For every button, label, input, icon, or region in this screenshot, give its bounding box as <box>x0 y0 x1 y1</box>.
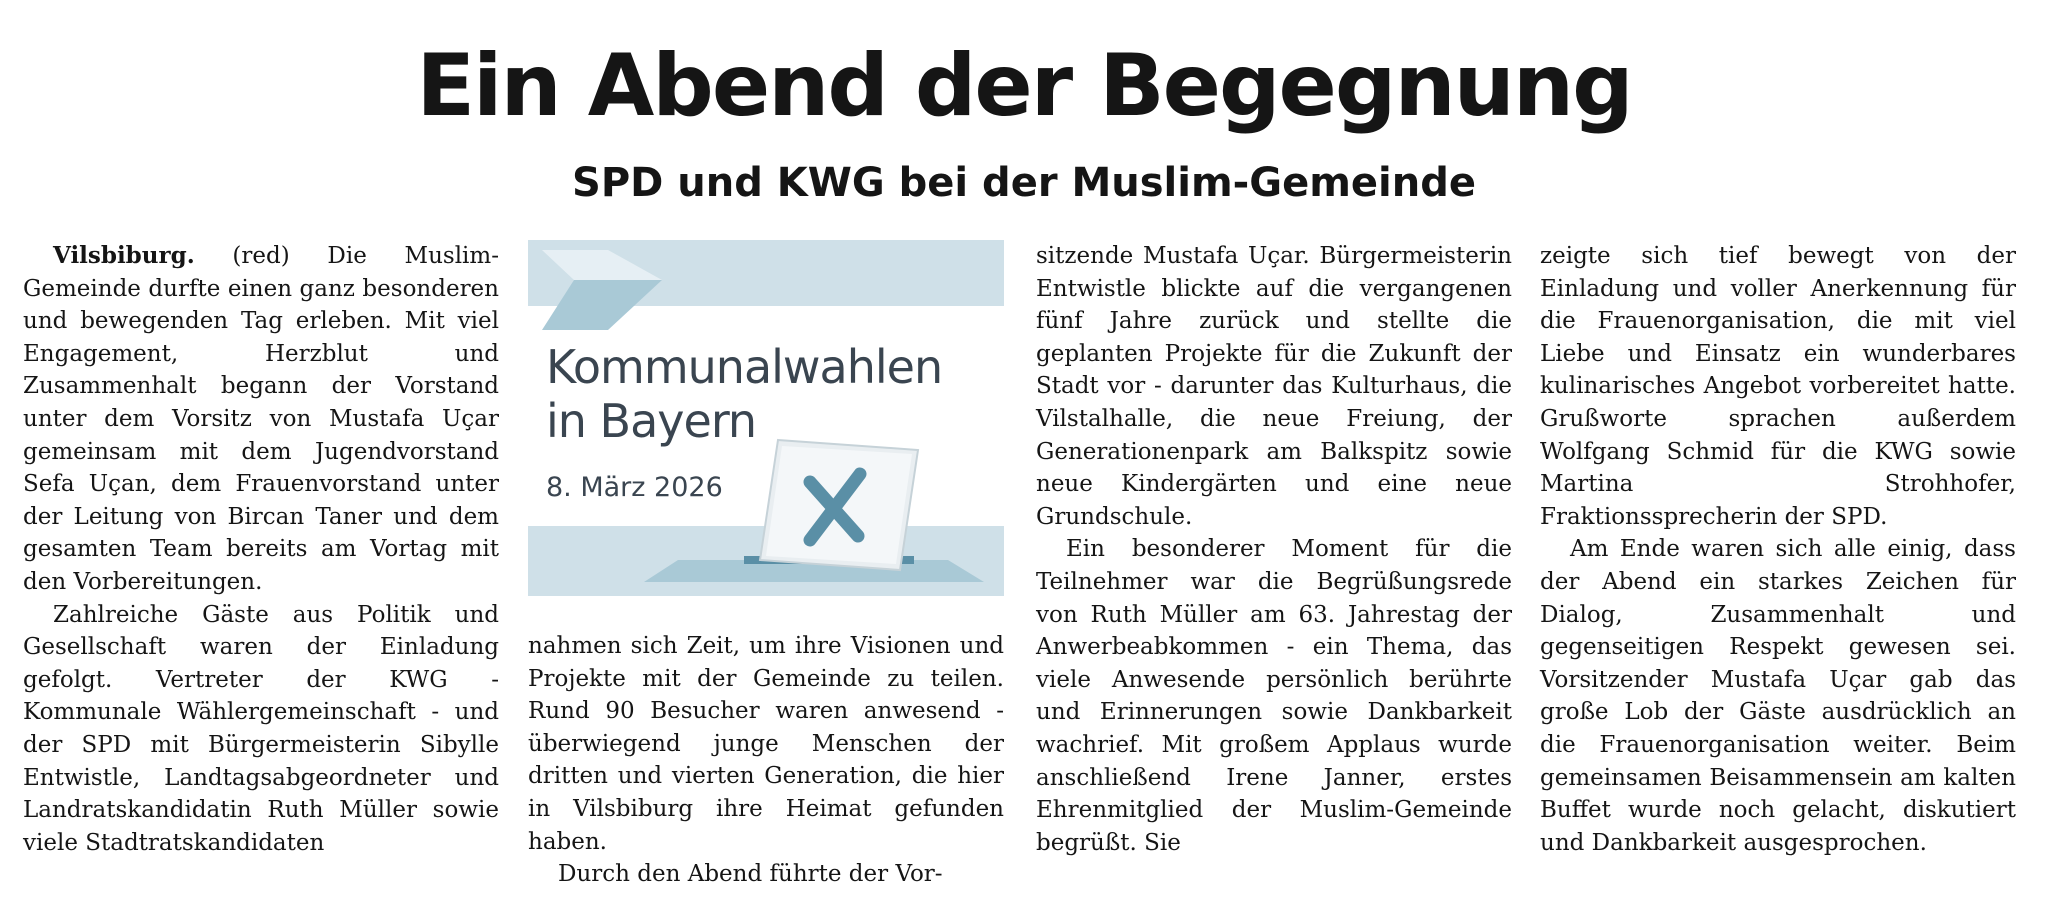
paragraph <box>23 240 499 599</box>
election-graphic <box>528 240 1004 596</box>
article-column-2 <box>528 630 1004 891</box>
paragraph-text: (red) Die Muslim-Gemeinde durfte einen ganz besonderen und bewegenden Tag erleben. Mit viel Engagement, Herzblut und Zusammenhalt begann der Vorstand unter dem Vorsitz von Mustafa Uçar gemeinsam mit dem Jugendvorstand Sefa Uçan, dem Frauenvorstand unter der Leitung von Bircan Taner und dem gesamten Team bereits am Vortag mit den Vorbereitungen. <box>23 243 499 595</box>
ballot-box-icon <box>760 440 918 570</box>
paragraph: Am Ende waren sich alle einig, dass der Abend ein starkes Zeichen für Dialog, Zusammenhalt und gegenseitigen Respekt gewesen sei. Vorsitzender Mustafa Uçar gab das große Lob der Gäste ausdrücklich an die Frauenorganisation weiter. Beim gemeinsamen Beisammensein am kalten Buffet wurde noch gelacht, diskutiert und Dankbarkeit ausgesprochen. <box>1540 536 2016 856</box>
article-column-4 <box>1540 240 2016 859</box>
graphic-title-line: in Bayern <box>546 394 757 448</box>
graphic-title <box>546 340 942 448</box>
article-column-3 <box>1036 240 1512 859</box>
paragraph: Durch den Abend führte der Vor- <box>558 861 943 888</box>
article-headline: Ein Abend der Begegnung <box>416 36 1632 136</box>
paragraph: Ein besonderer Moment für die Teilnehmer war die Begrüßungsrede von Ruth Müller am 63. Jahrestag der Anwerbeabkommen - ein Thema, das viele Anwesende persönlich berührte und Erinnerungen sowie Dankbarkeit wachrief. Mit großem Applaus wurde anschließend Irene Janner, erstes Ehrenmitglied der Muslim-Gemeinde begrüßt. Sie <box>1036 536 1512 856</box>
graphic-date: 8. März 2026 <box>546 472 723 503</box>
dateline: Vilsbiburg. <box>53 242 195 269</box>
paragraph: sitzende Mustafa Uçar. Bürgermeisterin Entwistle blickte auf die vergangenen fünf Jahre zurück und stellte die geplanten Projekte für die Zukunft der Stadt vor - darunter das Kulturhaus, die Vilstalhalle, die neue Freiung, der Generationenpark am Balkspitz sowie neue Kindergärten und eine neue Grundschule. <box>1036 243 1512 530</box>
article-subheadline: SPD und KWG bei der Muslim-Gemeinde <box>572 160 1476 206</box>
graphic-title-line: Kommunalwahlen <box>546 340 943 394</box>
paragraph: zeigte sich tief bewegt von der Einladung und voller Anerkennung für die Frauenorganisation, die mit viel Liebe und Einsatz ein wunderbares kulinarisches Angebot vorbereitet hatte. Grußworte sprachen außerdem Wolfgang Schmid für die KWG sowie Martina Strohhofer, Fraktionssprecherin der SPD. <box>1540 243 2016 530</box>
paragraph: Zahlreiche Gäste aus Politik und Gesellschaft waren der Einladung gefolgt. Vertreter der KWG - Kommunale Wählergemeinschaft - und der SPD mit Bürgermeisterin Sibylle Entwistle, Landtagsabgeordneter und Landratskandidatin Ruth Müller sowie viele Stadtratskandidaten <box>23 601 499 856</box>
article-column-1 <box>23 240 499 859</box>
paragraph: nahmen sich Zeit, um ihre Visionen und Projekte mit der Gemeinde zu teilen. Rund 90 Besucher waren anwesend - überwiegend junge Menschen der dritten und vierten Generation, die hier in Vilsbiburg ihre Heimat gefunden haben. <box>528 633 1004 855</box>
